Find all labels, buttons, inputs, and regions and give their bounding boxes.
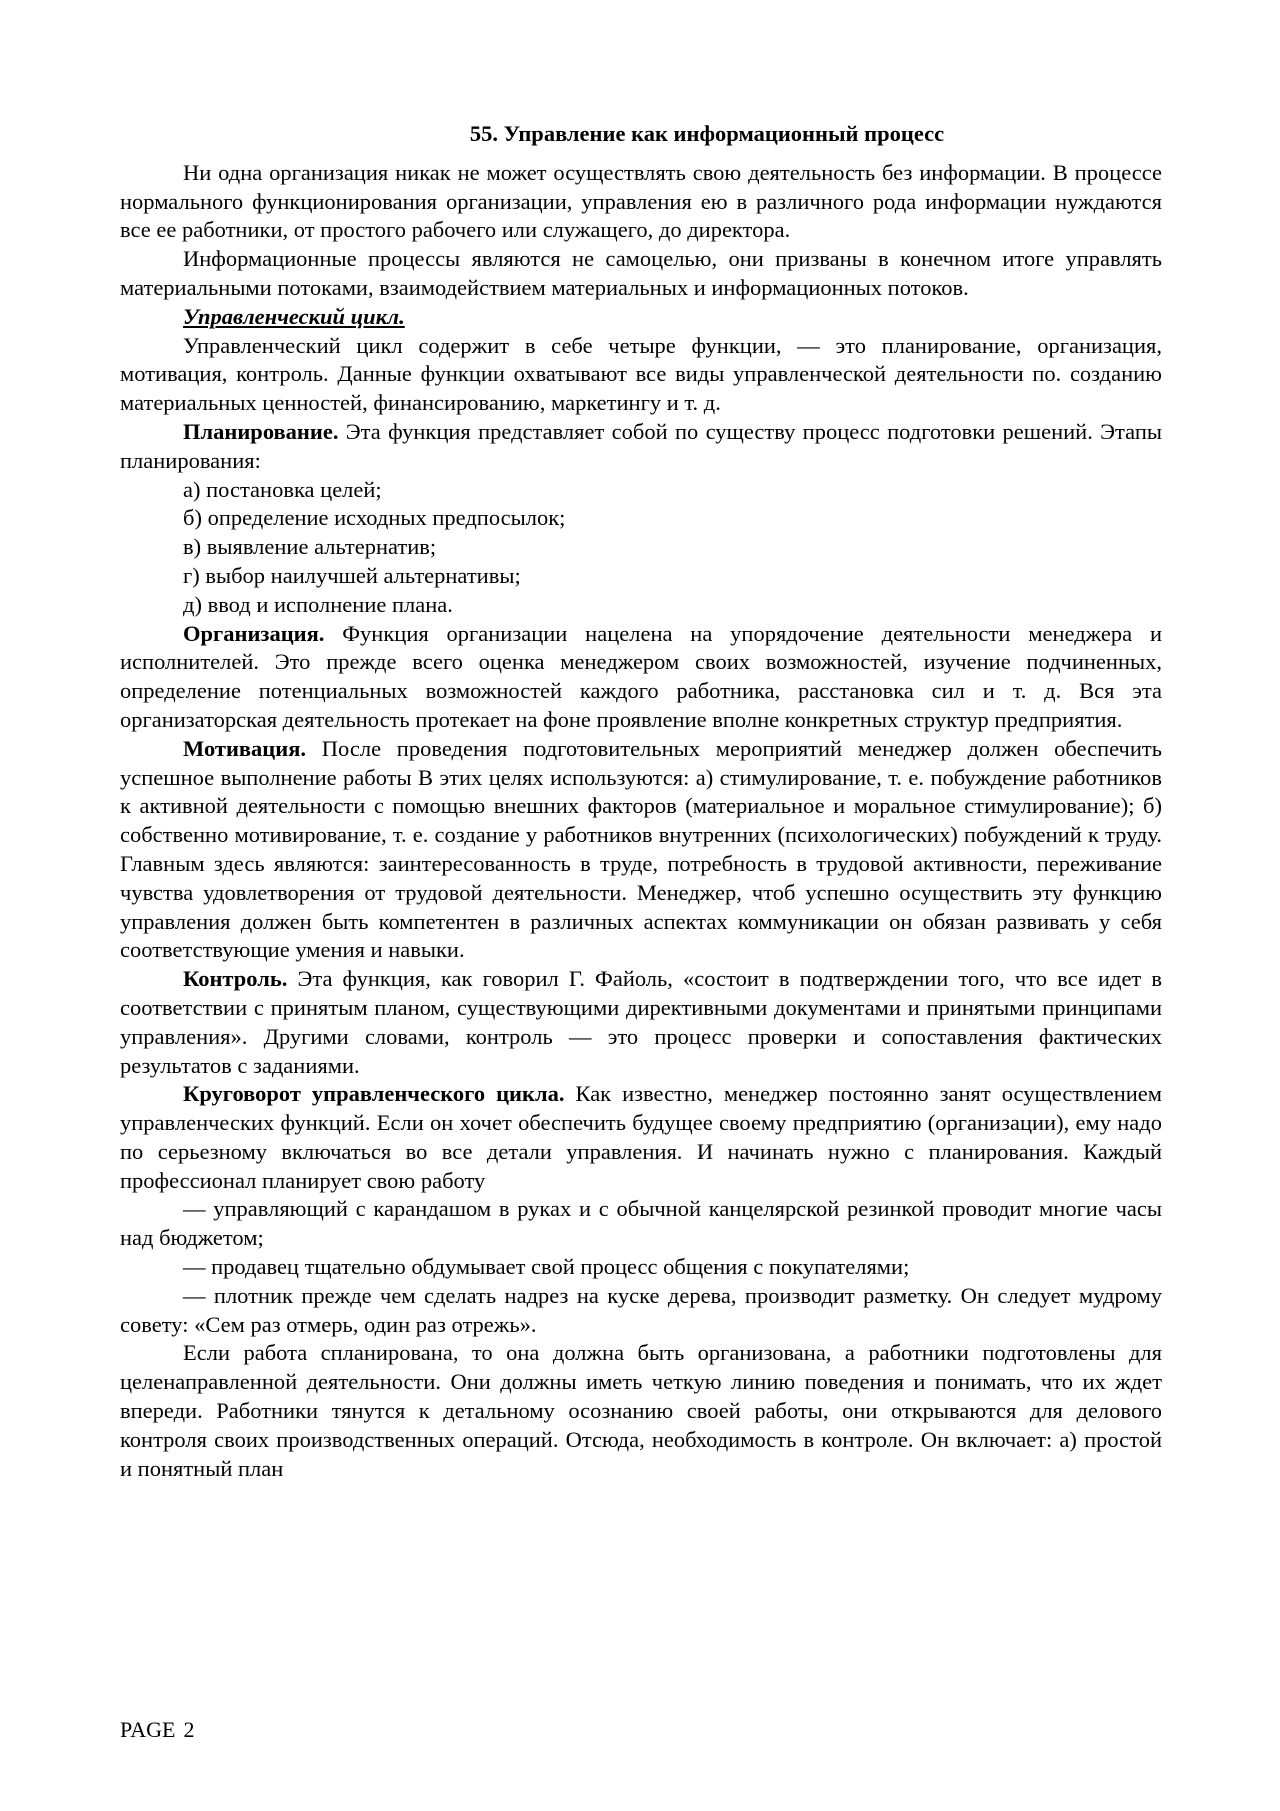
motivation-paragraph [120, 735, 1162, 965]
document-page [120, 120, 1162, 1483]
list-item: г) выбор наилучшей альтернативы; [183, 562, 521, 588]
organization-text: Функция организации нацелена на упорядочение деятельности менеджера и исполнителей. Это прежде всего оценка менеджером своих возможностей, изучение подчиненных, определение потенциальных возможностей каждого работника, расстановка сил и т. д. Вся эта организаторская деятельность протекает на фоне проявление вполне конкретных структур предприятия. [120, 620, 1163, 732]
circulation-text: Как известно, менеджер постоянно занят осуществлением управленческих функций. Если он хочет обеспечить будущее своему предприятию (организации), ему надо по серьезному включаться во все детали управления. И начинать нужно с планирования. Каждый профессионал планирует свою работу [120, 1081, 1162, 1193]
page-number: 2 [183, 1717, 195, 1742]
motivation-text: После проведения подготовительных мероприятий менеджер должен обеспечить успешное выполнение работы В этих целях используются: а) стимулирование, т. е. побуждение работников к активной деятельности с помощью внешних факторов (материальное и моральное стимулирование); б) собственно мотивирование, т. е. создание у работников внутренних (психологических) побуждений к труду. Главным здесь являются: заинтересованность в труде, потребность в трудовой активности, переживание чувства удовлетворения от трудовой деятельности. Менеджер, чтоб успешно осуществить эту функцию управления должен быть компетентен в различных аспектах коммуникации он обязан развивать у себя соответствующие умения и навыки. [120, 735, 1162, 963]
control-paragraph [120, 965, 1162, 1080]
page-footer [120, 1716, 194, 1744]
paragraph: Ни одна организация никак не может осуществлять свою деятельность без информации. В процессе нормального функционирования организации, управления ею в различного рода информации нуждаются все ее работники, от простого рабочего или служащего, до директора. [120, 159, 1162, 243]
cycle-circulation-paragraph [120, 1080, 1162, 1195]
control-term: Контроль. [183, 966, 288, 992]
cycle-heading: Управленческий цикл. [183, 303, 405, 329]
paragraph: Информационные процессы являются не самоцелью, они призваны в конечном итоге управлять материальными потоками, взаимодействием материальных и информационных потоков. [120, 246, 1162, 300]
dash-item: — управляющий с карандашом в руках и с обычной канцелярской резинкой проводит многие часы над бюджетом; [120, 1196, 1162, 1251]
planning-text: Эта функция представляет собой по существу процесс подготовки решений. Этапы планирования: [120, 418, 1162, 473]
section-heading [120, 303, 1162, 332]
circulation-term: Круговорот управленческого цикла. [183, 1081, 565, 1107]
paragraph: Если работа спланирована, то она должна быть организована, а работники подготовлены для целенаправленной деятельности. Они должны иметь четкую линию поведения и понимать, что их ждет впереди. Работники тянутся к детальному осознанию своей работы, они открываются для делового контроля своих производственных операций. Отсюда, необходимость в контроле. Он включает: а) простой и понятный план [120, 1340, 1162, 1481]
planning-term: Планирование. [183, 418, 339, 444]
paragraph: Управленческий цикл содержит в себе четыре функции, — это планирование, организация, мотивация, контроль. Данные функции охватывают все виды управленческой деятельности по. созданию материальных ценностей, финансированию, маркетингу и т. д. [120, 332, 1162, 416]
footer-label: PAGE [120, 1717, 176, 1742]
dash-item: — плотник прежде чем сделать надрез на куске дерева, производит разметку. Он следует мудрому совету: «Сем раз отмерь, один раз отрежь». [120, 1282, 1162, 1337]
organization-paragraph [120, 620, 1162, 735]
page-title: 55. Управление как информационный процесс [469, 121, 945, 146]
motivation-term: Мотивация. [183, 735, 307, 761]
dash-item: — продавец тщательно обдумывает свой процесс общения с покупателями; [183, 1254, 910, 1280]
list-item: д) ввод и исполнение плана. [183, 591, 453, 617]
list-item: б) определение исходных предпосылок; [183, 505, 566, 531]
list-item: в) выявление альтернатив; [183, 534, 437, 560]
organization-term: Организация. [183, 620, 325, 646]
planning-paragraph [120, 418, 1162, 476]
list-item: а) постановка целей; [183, 476, 382, 502]
control-text: Эта функция, как говорил Г. Файоль, «состоит в подтверждении того, что все идет в соответствии с принятым планом, существующими директивными документами и принятыми принципами управления». Другими словами, контроль — это процесс проверки и сопоставления фактических результатов с заданиями. [120, 966, 1163, 1078]
